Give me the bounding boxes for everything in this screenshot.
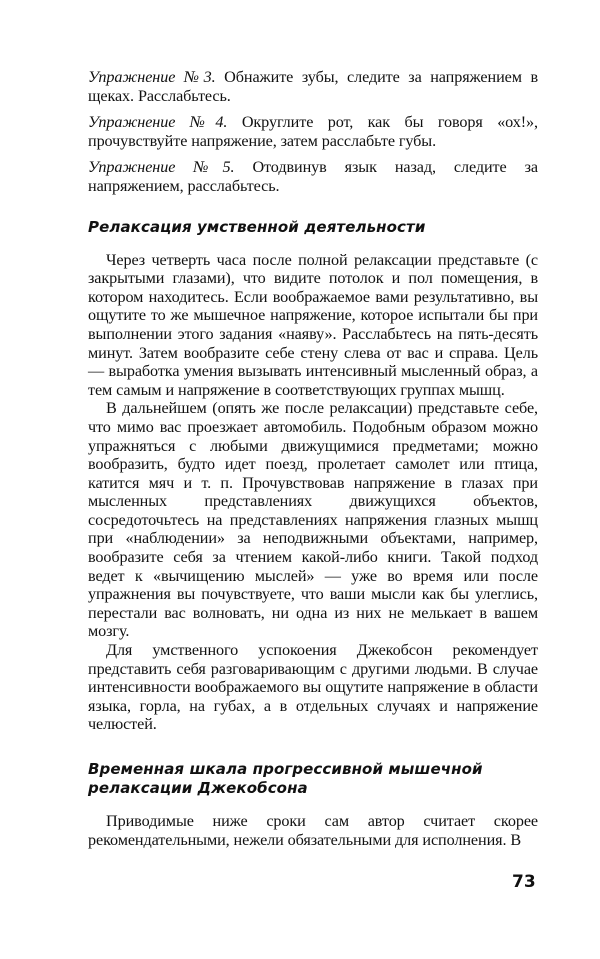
exercise-5-text: Отодвинув язык назад, следите за напряжением, расслабьтесь.	[88, 158, 538, 195]
paragraph-4: Приводимые ниже сроки сам автор считает скорее рекомендательными, нежели обязательными для исполнения. В	[88, 812, 538, 849]
paragraph-3: Для умственного успокоения Джекобсон рекомендует представить себя разговаривающим с другими людьми. В случае интенсивности воображаемого вы ощутите напряжение в области языка, горла, на губах, а в отдельных случаях и напряжение челюстей.	[88, 641, 538, 734]
exercise-4-label: Упражнение №4.	[88, 113, 228, 132]
page-content	[88, 68, 538, 849]
exercise-3	[88, 68, 538, 105]
exercise-4-text: Округлите рот, как бы говоря «ох!», прочувствуйте напряжение, затем расслабьте губы.	[88, 113, 538, 150]
exercise-3-text: Обнажите зубы, следите за напряжением в щеках. Расслабьтесь.	[88, 68, 538, 105]
page-number: 73	[512, 872, 536, 892]
exercise-5-label: Упражнение №5.	[88, 158, 235, 177]
section-heading-mental-relaxation: Релаксация умственной деятельности	[88, 217, 426, 236]
exercise-5	[88, 158, 538, 195]
paragraph-1: Через четверть часа после полной релаксации представьте (с закрытыми глазами), что видите потолок и пол помещения, в котором находитесь. Если воображаемое вами результативно, вы ощутите то же мышечное напряжение, которое испытали бы при выполнении этого задания «наяву». Расслабьтесь на пять-десять минут. Затем вообразите себе стену слева от вас и справа. Цель — выработка умения вызывать интенсивный мысленный образ, а тем самым и напряжение в соответствующих группах мышц.	[88, 250, 538, 399]
exercise-3-label: Упражнение №3.	[88, 68, 216, 86]
section-heading-time-scale-line1: Временная шкала прогрессивной мышечной	[88, 760, 483, 778]
section-heading-time-scale	[88, 760, 538, 798]
section-heading-time-scale-line2: релаксации Джекобсона	[88, 779, 308, 797]
paragraph-2: В дальнейшем (опять же после релаксации) представьте себе, что мимо вас проезжает автомобиль. Подобным образом можно упражняться с любыми движущимися предметами; можно вообразить, будто идет поезд, пролетает самолет или птица, катится мяч и т. п. Прочувствовав напряжение в глазах при мысленных представлениях движущихся объектов, сосредоточьтесь на представлениях напряжения глазных мышц при «наблюдении» за неподвижными объектами, например, вообразите себя за чтением какой-либо книги. Такой подход ведет к «вычищению мыслей» — уже во время или после упражнения вы почувствуете, что ваши мысли как бы улеглись, перестали вас волновать, ни одна из них не мелькает в вашем мозгу.	[88, 399, 538, 641]
exercise-4	[88, 113, 538, 150]
